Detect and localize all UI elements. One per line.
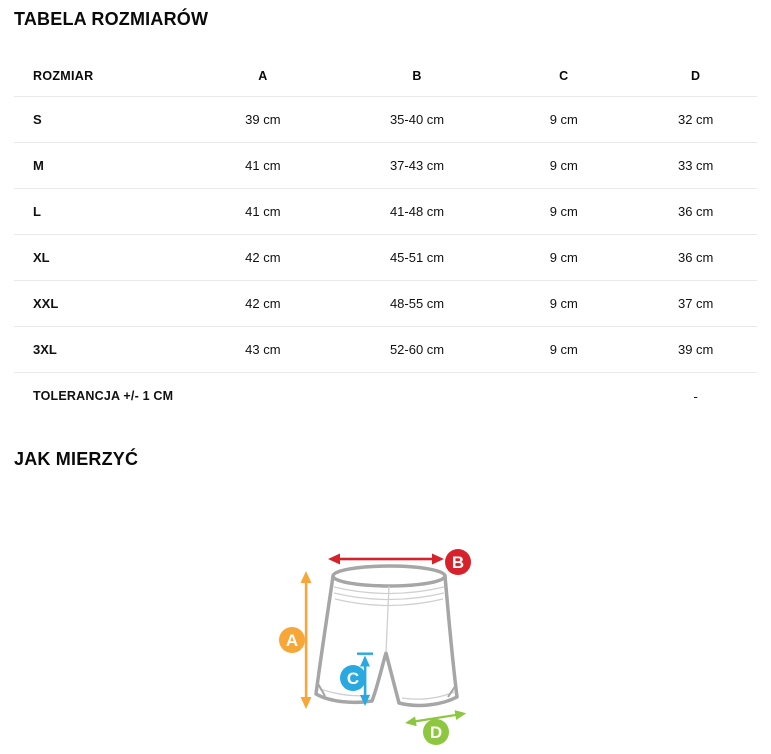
cell-d: 36 cm — [634, 189, 757, 235]
cell-size: L — [14, 189, 185, 235]
waistband — [333, 566, 445, 586]
cell-a: 42 cm — [185, 281, 341, 327]
shorts-measurement-diagram — [268, 526, 508, 754]
cell-size: 3XL — [14, 327, 185, 373]
cell-d: 37 cm — [634, 281, 757, 327]
cell-b: 48-55 cm — [341, 281, 493, 327]
cell-c: 9 cm — [493, 235, 634, 281]
cell-b: 37-43 cm — [341, 143, 493, 189]
table-row — [14, 189, 757, 235]
col-header-b: B — [341, 56, 493, 97]
cell-a: 42 cm — [185, 235, 341, 281]
badge-d-label: D — [429, 723, 443, 742]
cell-d: - — [693, 388, 698, 404]
cell-b: 52-60 cm — [341, 327, 493, 373]
tolerance-row — [14, 373, 757, 420]
table-row — [14, 327, 757, 373]
measure-arrow-d — [404, 708, 467, 745]
table-row — [14, 281, 757, 327]
cell-b — [341, 373, 493, 420]
cell-b: 35-40 cm — [341, 97, 493, 143]
cell-a — [185, 373, 341, 420]
tolerance-label: TOLERANCJA +/- 1 CM — [33, 389, 174, 403]
cell-c: 9 cm — [493, 97, 634, 143]
cell-c — [493, 373, 634, 420]
shorts-diagram-svg — [268, 526, 508, 754]
badge-b-label: B — [451, 553, 465, 572]
how-to-measure-title: JAK MIERZYĆ — [14, 449, 139, 469]
table-row — [14, 235, 757, 281]
table-row — [14, 143, 757, 189]
cell-d: 39 cm — [634, 327, 757, 373]
cell-a: 41 cm — [185, 189, 341, 235]
cell-b: 45-51 cm — [341, 235, 493, 281]
cell-size: XXL — [14, 281, 185, 327]
header-row — [14, 56, 757, 97]
cell-c: 9 cm — [493, 327, 634, 373]
shorts-outline — [316, 566, 457, 705]
cell-c: 9 cm — [493, 143, 634, 189]
size-table-header — [14, 56, 757, 97]
cell-size: M — [14, 143, 185, 189]
badge-c-label: C — [346, 669, 360, 688]
size-table-title: TABELA ROZMIARÓW — [14, 9, 209, 29]
size-table — [14, 56, 757, 419]
measure-arrow-a — [279, 571, 312, 709]
col-header-rozmiar: ROZMIAR — [14, 56, 185, 97]
cell-d: 32 cm — [634, 97, 757, 143]
cell-a: 43 cm — [185, 327, 341, 373]
table-row — [14, 97, 757, 143]
col-header-d: D — [634, 56, 757, 97]
cell-a: 39 cm — [185, 97, 341, 143]
col-header-c: C — [493, 56, 634, 97]
cell-c: 9 cm — [493, 281, 634, 327]
cell-b: 41-48 cm — [341, 189, 493, 235]
cell-d: 36 cm — [634, 235, 757, 281]
badge-a-label: A — [285, 631, 299, 650]
col-header-a: A — [185, 56, 341, 97]
cell-a: 41 cm — [185, 143, 341, 189]
cell-d: 33 cm — [634, 143, 757, 189]
cell-c: 9 cm — [493, 189, 634, 235]
cell-size: XL — [14, 235, 185, 281]
cell-size: S — [14, 97, 185, 143]
